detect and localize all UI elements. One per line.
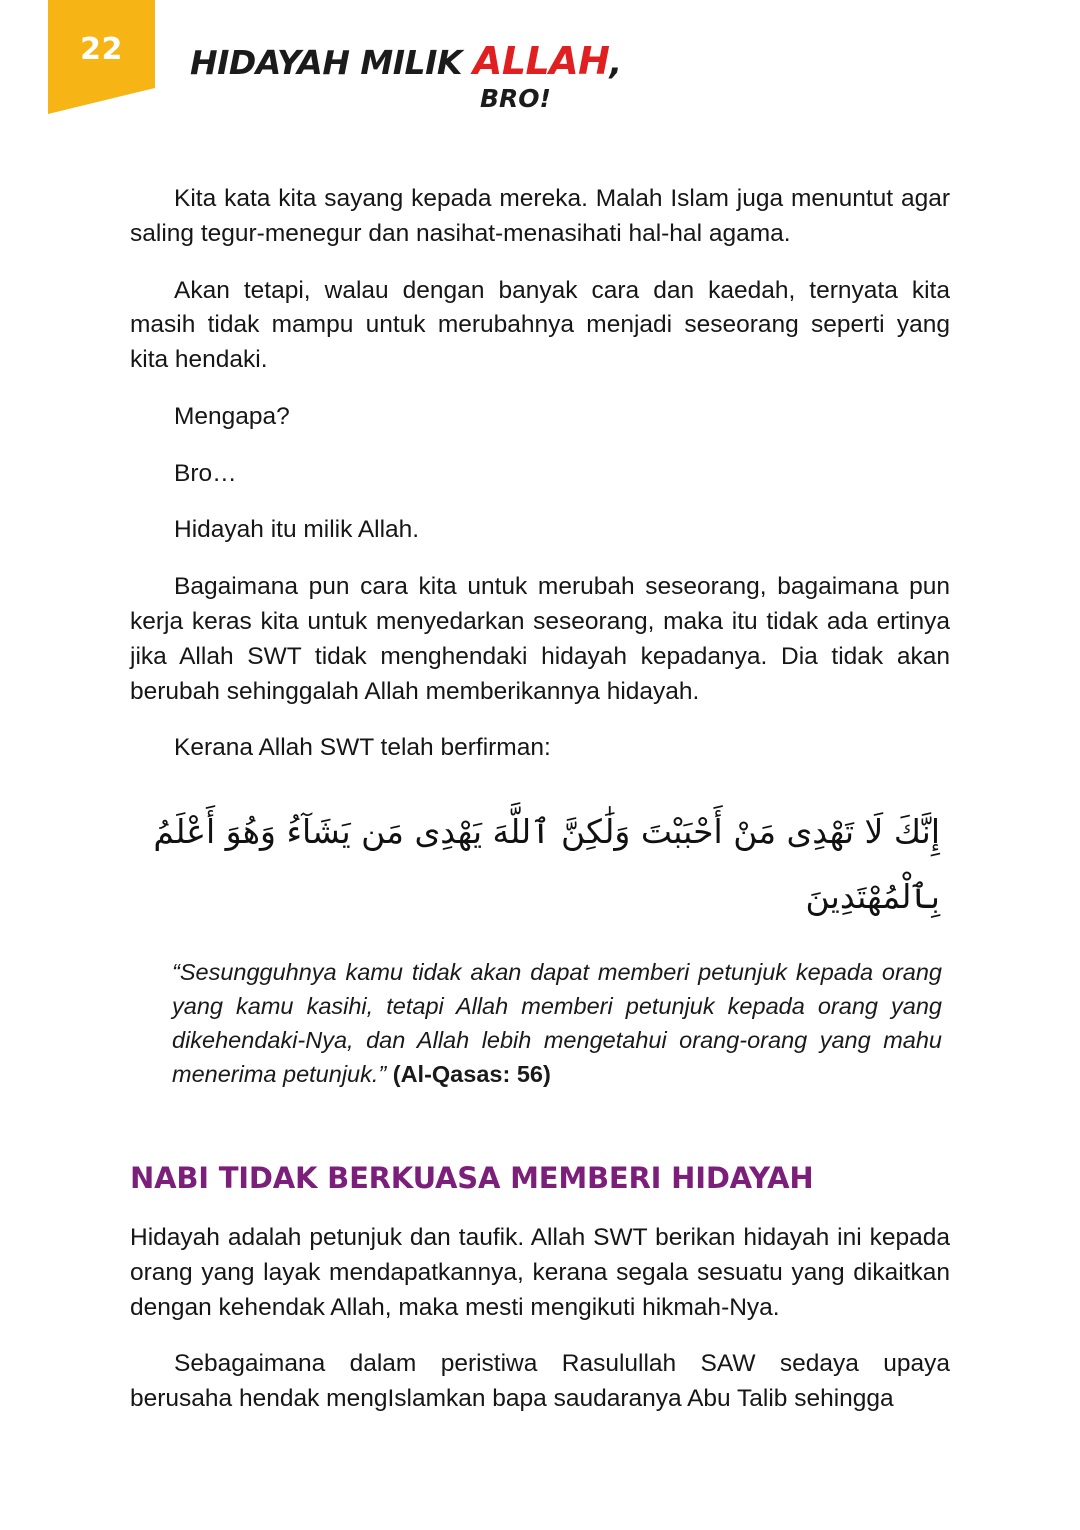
quote-reference: (Al-Qasas: 56) [392,1061,551,1088]
paragraph: Kita kata kita sayang kepada mereka. Malah Islam juga menuntut agar saling tegur-menegur dan nasihat-menasihati hal-hal agama. [130,185,950,247]
page-header [0,0,1080,140]
book-title-line2: BRO! [480,84,551,113]
section-heading: NABI TIDAK BERKUASA MEMBERI HIDAYAH [130,1161,814,1196]
book-title-part2: ALLAH [472,39,610,83]
paragraph: Bagaimana pun cara kita untuk merubah seseorang, bagaimana pun kerja keras kita untuk menyedarkan seseorang, maka itu tidak ada ertinya jika Allah SWT tidak menghendaki hidayah kepadanya. Dia tidak akan berubah sehinggalah Allah memberikannya hidayah. [130,573,950,705]
paragraph: Kerana Allah SWT telah berfirman: [174,734,551,762]
book-title-part1: HIDAYAH MILIK [190,43,473,82]
quote-translation [172,955,942,1091]
paragraph: Akan tetapi, walau dengan banyak cara dan kaedah, ternyata kita masih tidak mampu untuk merubahnya menjadi seseorang seperti yang kita hendaki. [130,276,950,374]
book-title-comma: , [609,43,622,82]
book-title [190,39,622,122]
paragraph: Hidayah adalah petunjuk dan taufik. Allah SWT berikan hidayah ini kepada orang yang layak mendapatkannya, kerana segala sesuatu yang dikaitkan dengan kehendak Allah, maka mesti mengikuti hikmah-Nya. [130,1224,950,1321]
page-number: 22 [80,32,123,67]
paragraph: Bro… [174,459,237,487]
quote-text: “Sesungguhnya kamu tidak akan dapat memberi petunjuk kepada orang yang kamu kasihi, tetapi Allah memberi petunjuk kepada orang yang dikehendaki-Nya, dan Allah lebih mengetahui orang-orang yang mahu menerima petunjuk.” [172,958,942,1088]
paragraph: Mengapa? [174,402,290,430]
arabic-verse: إِنَّكَ لَا تَهْدِى مَنْ أَحْبَبْتَ وَلَٰكِنَّ ٱللَّهَ يَهْدِى مَن يَشَآءُ وَهُوَ أَعْلَمُ بِٱلْمُهْتَدِينَ [153,812,940,916]
paragraph: Sebagaimana dalam peristiwa Rasulullah SAW sedaya upaya berusaha hendak mengIslamkan bapa saudaranya Abu Talib sehingga [130,1350,950,1413]
page-content [130,182,950,1439]
paragraph: Hidayah itu milik Allah. [174,516,420,544]
page-number-tab [48,0,155,88]
